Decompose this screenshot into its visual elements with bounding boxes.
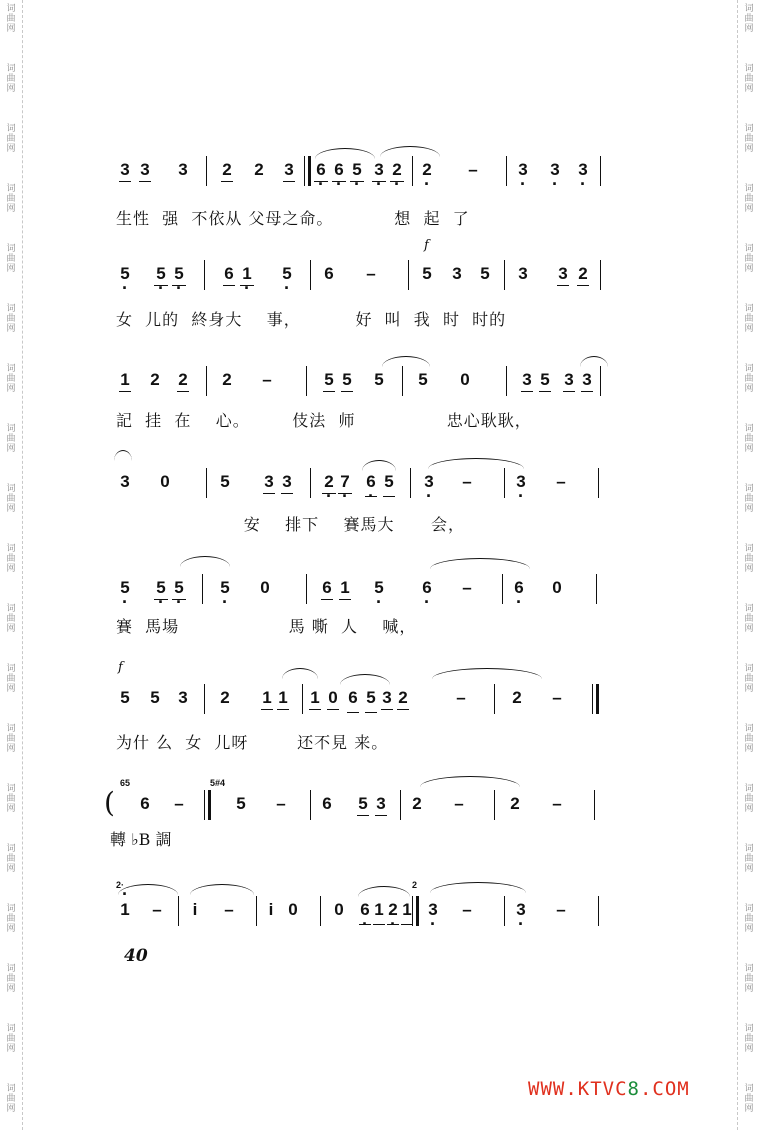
opening-bracket: ( — [104, 786, 115, 819]
watermark-text: 词 曲 网 — [6, 424, 16, 454]
note: 1 — [372, 900, 386, 920]
note: – — [556, 472, 566, 491]
watermark-text: 词 曲 网 — [6, 364, 16, 394]
score-row-6 — [110, 688, 610, 728]
watermark-text: 词 曲 网 — [6, 964, 16, 994]
barline — [310, 790, 311, 820]
slur — [580, 356, 608, 367]
lyric-line-3: 記 挂 在 心。 伎法 师 忠心耿耿， — [116, 411, 532, 430]
barline — [504, 260, 505, 290]
note: – — [468, 160, 478, 179]
barline — [204, 790, 211, 820]
tie — [432, 668, 542, 679]
note: – — [454, 794, 464, 813]
grace-notes: 2· — [116, 880, 125, 890]
note: 6 · — [364, 472, 378, 492]
watermark-text: 词 曲 网 — [6, 124, 16, 154]
note: 2 — [412, 794, 422, 813]
barline — [302, 684, 303, 714]
barline — [320, 896, 321, 926]
note: 6 · — [314, 160, 328, 180]
note: 5 — [120, 688, 130, 707]
note: 2 — [220, 160, 234, 180]
note: 0 — [260, 578, 270, 597]
note: 2 — [512, 688, 522, 707]
note: – — [552, 794, 562, 813]
note: 5 · — [154, 264, 168, 284]
watermark-text: 词 曲 网 — [6, 1084, 16, 1114]
note: 2 — [576, 264, 590, 284]
note: – — [224, 900, 234, 919]
watermark-text: 词 曲 网 — [744, 424, 754, 454]
note: 0 — [288, 900, 298, 919]
slur — [180, 556, 230, 567]
note: 5 — [422, 264, 432, 283]
note: 5 — [364, 688, 378, 708]
note: – — [456, 688, 466, 707]
note: – — [262, 370, 272, 389]
note: 5 · — [350, 160, 364, 180]
note: 6 — [222, 264, 236, 284]
slur — [315, 148, 375, 159]
lyric-line-2: 女 儿的 終身大 事， 好 叫 我 时 时的 — [116, 310, 507, 329]
slur — [114, 450, 132, 461]
barline — [256, 896, 257, 926]
note: 3 — [280, 472, 294, 492]
barline — [502, 574, 503, 604]
barline — [412, 896, 419, 926]
barline — [304, 156, 311, 186]
watermark-text: 词 曲 网 — [6, 244, 16, 274]
note: 3 · — [422, 472, 436, 492]
note: 3 — [120, 472, 130, 491]
note: – — [462, 472, 472, 491]
note: 1 — [308, 688, 322, 708]
left-watermark-strip — [0, 0, 23, 1130]
watermark-text: 词 曲 网 — [6, 304, 16, 334]
note: 2 — [254, 160, 264, 179]
key-change-label: 轉 ♭B 調 — [110, 830, 172, 849]
note: – — [174, 794, 184, 813]
note: 1 — [400, 900, 414, 920]
watermark-text: 词 曲 网 — [6, 184, 16, 214]
watermark-text: 词 曲 网 — [744, 364, 754, 394]
note: 3 · — [372, 160, 386, 180]
note: – — [366, 264, 376, 283]
note: 2 — [396, 688, 410, 708]
note: 2 — [220, 688, 230, 707]
note: 6 · — [358, 900, 372, 920]
watermark-text: 词 曲 网 — [744, 64, 754, 94]
note: 2 — [510, 794, 520, 813]
note: 3 — [178, 688, 188, 707]
grace-notes: 65 — [120, 778, 131, 788]
tie — [428, 458, 524, 469]
note: 3 — [374, 794, 388, 814]
site-suffix: .COM — [639, 1078, 690, 1100]
watermark-text: 词 曲 网 — [6, 784, 16, 814]
note: 2 · — [420, 160, 434, 180]
note: 1 · — [240, 264, 254, 284]
slur — [358, 886, 410, 897]
note: – — [552, 688, 562, 707]
tie — [430, 558, 530, 569]
barline — [206, 366, 207, 396]
note: 6 — [324, 264, 334, 283]
note: i — [192, 900, 198, 919]
watermark-text: 词 曲 网 — [744, 124, 754, 154]
watermark-text: 词 曲 网 — [6, 4, 16, 34]
note: 5 — [356, 794, 370, 814]
barline — [594, 790, 595, 820]
right-watermark-strip — [737, 0, 760, 1130]
note: 1 — [276, 688, 290, 708]
lyric-line-4: 安 排下 賽馬大 会， — [116, 515, 466, 534]
note: 3 · — [514, 472, 528, 492]
note: 6 · — [332, 160, 346, 180]
note: 3 — [520, 370, 534, 390]
site-watermark — [528, 1078, 690, 1100]
note: 1 — [118, 370, 132, 390]
watermark-text: 词 曲 网 — [744, 304, 754, 334]
note: 3 · — [516, 160, 530, 180]
watermark-text: 词 曲 网 — [6, 544, 16, 574]
watermark-text: 词 曲 网 — [744, 1024, 754, 1054]
page-number: 40 — [124, 946, 148, 966]
slur — [380, 146, 440, 157]
barline — [306, 574, 307, 604]
note: 5 — [236, 794, 246, 813]
note: 5 — [382, 472, 396, 492]
note: 6 · — [420, 578, 434, 598]
watermark-text: 词 曲 网 — [744, 724, 754, 754]
watermark-text: 词 曲 网 — [744, 544, 754, 574]
score-row-8 — [110, 900, 610, 940]
score-row-3 — [110, 370, 610, 410]
note: 3 — [452, 264, 462, 283]
barline — [504, 896, 505, 926]
note: 5 · — [154, 578, 168, 598]
watermark-text: 词 曲 网 — [6, 664, 16, 694]
site-highlight: 8 — [627, 1078, 640, 1100]
score-row-4 — [110, 472, 610, 512]
note: 5 — [340, 370, 354, 390]
dynamic-marking: f — [424, 238, 429, 253]
barline — [206, 156, 207, 186]
watermark-text: 词 曲 网 — [744, 484, 754, 514]
watermark-text: 词 曲 网 — [744, 1084, 754, 1114]
note: · 1 — [118, 900, 132, 920]
note: 5 · — [372, 578, 386, 598]
note: – — [276, 794, 286, 813]
watermark-text: 词 曲 网 — [744, 784, 754, 814]
barline — [206, 468, 207, 498]
note: 3 — [380, 688, 394, 708]
barline — [310, 260, 311, 290]
note: 5 — [220, 472, 230, 491]
tie — [190, 884, 254, 895]
note: 0 — [160, 472, 170, 491]
barline — [412, 156, 413, 186]
slur — [382, 356, 430, 367]
note: – — [556, 900, 566, 919]
note: 6 — [322, 794, 332, 813]
note: – — [462, 900, 472, 919]
barline — [178, 896, 179, 926]
watermark-text: 词 曲 网 — [744, 4, 754, 34]
note: 6 — [346, 688, 360, 708]
note: 3 — [262, 472, 276, 492]
barline — [598, 468, 599, 498]
note: 7 · — [338, 472, 352, 492]
note: – — [152, 900, 162, 919]
note: 5 — [150, 688, 160, 707]
barline — [400, 790, 401, 820]
watermark-text: 词 曲 网 — [744, 904, 754, 934]
barline — [204, 260, 205, 290]
lyric-line-1: 生性 强 不依从 父母之命。 想 起 了 — [116, 209, 470, 228]
barline — [204, 684, 205, 714]
barline — [402, 366, 403, 396]
note: – — [462, 578, 472, 597]
tie — [430, 882, 526, 893]
lyric-line-5: 賽 馬場 馬 嘶 人 喊， — [116, 617, 417, 636]
note: 2 — [222, 370, 232, 389]
note: 3 — [138, 160, 152, 180]
barline — [306, 366, 307, 396]
barline — [600, 156, 601, 186]
note: 5 — [480, 264, 490, 283]
watermark-text: 词 曲 网 — [6, 1024, 16, 1054]
watermark-text: 词 曲 网 — [744, 964, 754, 994]
note: 5 — [374, 370, 384, 389]
barline — [506, 156, 507, 186]
watermark-text: 词 曲 网 — [744, 664, 754, 694]
watermark-text: 词 曲 网 — [744, 244, 754, 274]
note: 5 · — [172, 264, 186, 284]
note: 6 — [320, 578, 334, 598]
slur — [362, 460, 396, 471]
barline — [202, 574, 203, 604]
note: 2 · — [390, 160, 404, 180]
note: 0 — [552, 578, 562, 597]
note: 2 — [150, 370, 160, 389]
note: 5 · — [118, 578, 132, 598]
watermark-text: 词 曲 网 — [6, 904, 16, 934]
dynamic-marking: f — [118, 660, 123, 675]
note: 6 · — [512, 578, 526, 598]
note: i — [268, 900, 274, 919]
note: 5 — [322, 370, 336, 390]
note: 1 — [338, 578, 352, 598]
grace-notes: 5#4 — [210, 778, 226, 788]
note: 2 · — [386, 900, 400, 920]
barline — [504, 468, 505, 498]
note: 1 — [260, 688, 274, 708]
note: 2 · — [322, 472, 336, 492]
note: 0 — [326, 688, 340, 708]
note: 3 — [580, 370, 594, 390]
watermark-text: 词 曲 网 — [744, 184, 754, 214]
note: 5 · — [280, 264, 294, 284]
note: 0 — [334, 900, 344, 919]
barline — [506, 366, 507, 396]
note: 2 — [176, 370, 190, 390]
slur — [340, 674, 390, 685]
score-row-1 — [110, 160, 610, 200]
barline — [410, 468, 411, 498]
note: 3 — [562, 370, 576, 390]
barline — [310, 468, 311, 498]
barline — [600, 260, 601, 290]
note: 5 · — [218, 578, 232, 598]
end-barline — [592, 684, 599, 714]
note: 3 · — [548, 160, 562, 180]
watermark-text: 词 曲 网 — [6, 604, 16, 634]
score-row-2 — [110, 264, 610, 304]
note: 5 — [418, 370, 428, 389]
note: 3 · — [514, 900, 528, 920]
score-row-5 — [110, 578, 610, 618]
tie — [420, 776, 520, 787]
note: 5 — [538, 370, 552, 390]
note: 3 — [282, 160, 296, 180]
slur — [282, 668, 318, 679]
note: 3 — [118, 160, 132, 180]
barline — [494, 684, 495, 714]
barline — [598, 896, 599, 926]
barline — [408, 260, 409, 290]
grace-notes: 2 — [412, 880, 418, 890]
note: 5 · — [118, 264, 132, 284]
site-prefix: WWW.KTVC — [528, 1078, 628, 1100]
watermark-text: 词 曲 网 — [6, 844, 16, 874]
barline — [600, 366, 601, 396]
note: 3 · — [576, 160, 590, 180]
note: 3 — [178, 160, 188, 179]
watermark-text: 词 曲 网 — [744, 844, 754, 874]
note: 0 — [460, 370, 470, 389]
barline — [494, 790, 495, 820]
note: 3 · — [426, 900, 440, 920]
watermark-text: 词 曲 网 — [6, 484, 16, 514]
watermark-text: 词 曲 网 — [6, 64, 16, 94]
lyric-line-6: 为什 么 女 儿呀 还不見 来。 — [116, 733, 389, 752]
note: 5 · — [172, 578, 186, 598]
note: 3 — [518, 264, 528, 283]
score-row-7 — [110, 794, 610, 834]
watermark-text: 词 曲 网 — [744, 604, 754, 634]
watermark-text: 词 曲 网 — [6, 724, 16, 754]
note: 3 — [556, 264, 570, 284]
note: 6 — [140, 794, 150, 813]
barline — [596, 574, 597, 604]
